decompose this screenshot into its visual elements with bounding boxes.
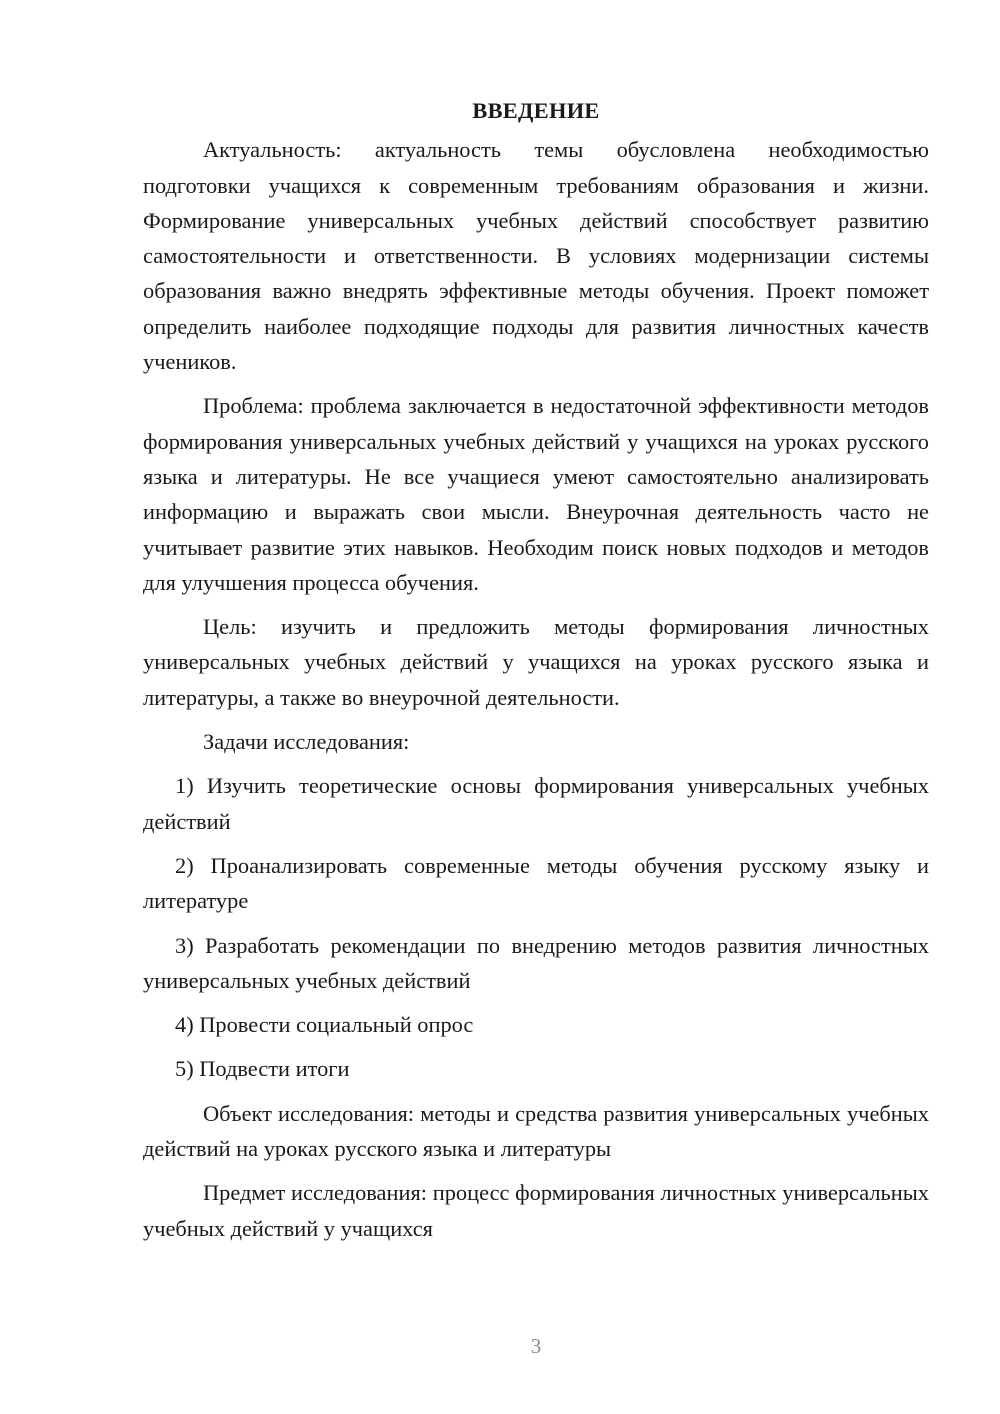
page-number: 3: [530, 1334, 542, 1358]
task-item-2: 2) Проанализировать современные методы обучения русскому языку и литературе: [143, 852, 929, 914]
problem-paragraph: Проблема: проблема заключается в недостаточной эффективности методов формирования универсальных учебных действий у учащихся на уроках русского языка и литературы. Не все учащиеся умеют самостоятельно анализировать информацию и выражать свои мысли. Внеурочная деятельность часто не учитывает развитие этих навыков. Необходим поиск новых подходов и методов для улучшения процесса обучения.: [143, 393, 929, 595]
object-paragraph: Объект исследования: методы и средства развития универсальных учебных действий на уроках русского языка и литературы: [143, 1100, 929, 1162]
relevance-paragraph: Актуальность: актуальность темы обусловлена необходимостью подготовки учащихся к современным требованиям образования и жизни. Формирование универсальных учебных действий способствует развитию самостоятельности и ответственности. В условиях модернизации системы образования важно внедрять эффективные методы обучения. Проект поможет определить наиболее подходящие подходы для развития личностных качеств учеников.: [143, 137, 929, 375]
task-item-3: 3) Разработать рекомендации по внедрению методов развития личностных универсальных учебных действий: [143, 932, 929, 993]
section-heading: ВВЕДЕНИЕ: [472, 98, 600, 123]
tasks-intro: Задачи исследования:: [203, 729, 410, 755]
task-item-5: 5) Подвести итоги: [175, 1056, 350, 1082]
goal-paragraph: Цель: изучить и предложить методы формирования личностных универсальных учебных действий у учащихся на уроках русского языка и литературы, а также во внеурочной деятельности.: [143, 614, 929, 710]
page-content: [143, 93, 929, 1255]
task-item-1: 1) Изучить теоретические основы формирования универсальных учебных действий: [143, 773, 929, 834]
task-item-4: 4) Провести социальный опрос: [175, 1012, 474, 1038]
subject-paragraph: Предмет исследования: процесс формирования личностных универсальных учебных действий у учащихся: [143, 1180, 929, 1241]
